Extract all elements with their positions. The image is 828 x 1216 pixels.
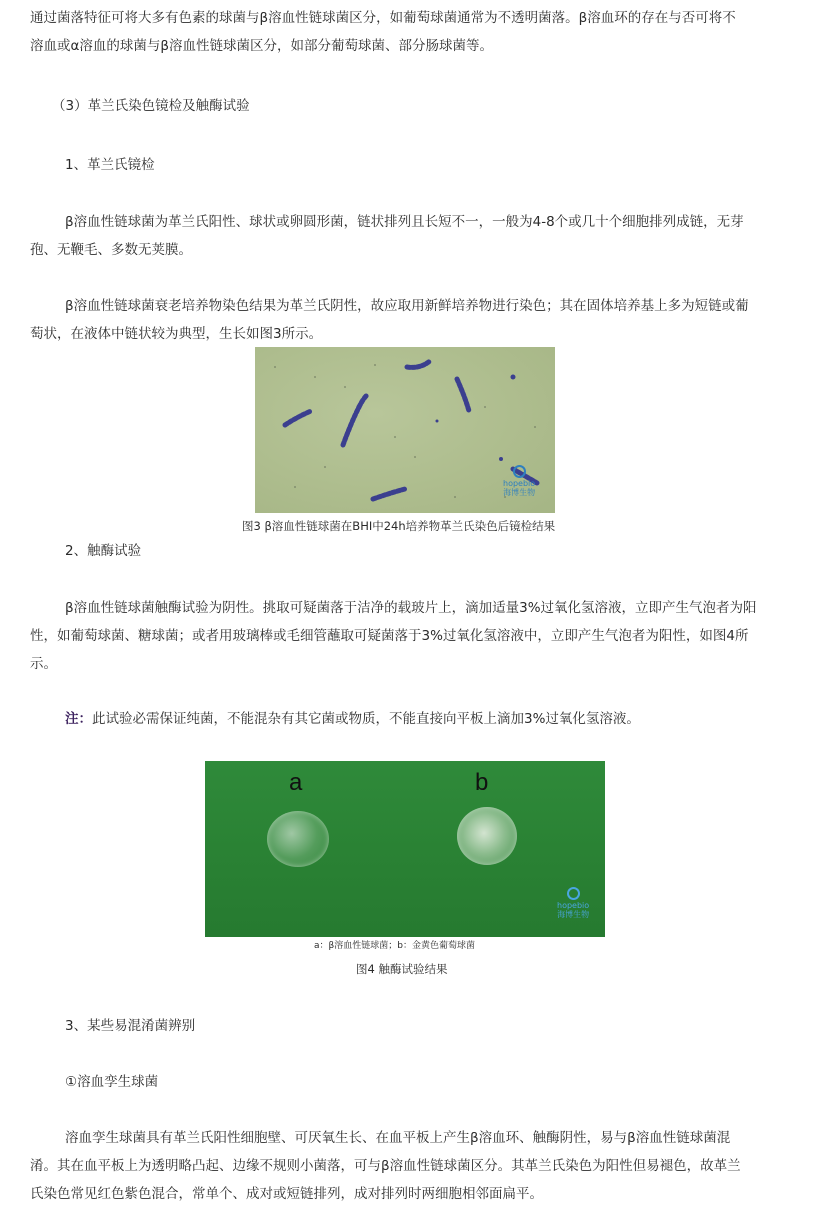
watermark-logo <box>503 465 535 497</box>
paragraph-gram-line2: 孢、无鞭毛、多数无荚膜。 <box>30 242 192 258</box>
figure4-catalase-image <box>205 761 605 937</box>
paragraph-aging-line2: 萄状，在液体中链状较为典型，生长如图3所示。 <box>30 326 323 342</box>
paragraph-gemella-line3: 氏染色常见红色紫色混合，常单个、成对或短链排列，成对排列时两细胞相邻面扁平。 <box>30 1186 543 1202</box>
plate-label-b: b <box>475 769 489 796</box>
watermark-subtext: 海博生物 <box>503 488 536 497</box>
paragraph-catalase-line2: 性，如葡萄球菌、糖球菌；或者用玻璃棒或毛细管蘸取可疑菌落于3%过氧化氢溶液中，立即产生气泡者为阳性，如图4所 <box>30 628 749 644</box>
subheading-gram-stain: 1、革兰氏镜检 <box>65 157 155 173</box>
watermark-subtext-2: 海博生物 <box>557 910 590 919</box>
droplet-a <box>267 811 329 867</box>
watermark-text-2: hopebio <box>557 901 590 910</box>
note-line <box>65 709 640 729</box>
paragraph-gemella-line2: 淆。其在血平板上为透明略凸起、边缘不规则小菌落，可与β溶血性链球菌区分。其革兰氏染色为阳性但易褪色，故革兰 <box>30 1158 741 1174</box>
paragraph-colony-line2: 溶血或α溶血的球菌与β溶血性链球菌区分，如部分葡萄球菌、部分肠球菌等。 <box>30 38 494 54</box>
droplet-b <box>457 807 517 865</box>
paragraph-aging-line1: β溶血性链球菌衰老培养物染色结果为革兰氏阴性，故应取用新鲜培养物进行染色；其在固体培养基上多为短链或葡 <box>65 298 749 314</box>
figure3-caption: 图3 β溶血性链球菌在BHI中24h培养物革兰氏染色后镜检结果 <box>242 519 556 533</box>
note-label: 注： <box>65 711 92 727</box>
section-heading-gram-catalase: （3）革兰氏染色镜检及触酶试验 <box>52 98 250 114</box>
paragraph-colony-line1: 通过菌落特征可将大多有色素的球菌与β溶血性链球菌区分，如葡萄球菌通常为不透明菌落。β溶血环的存在与否可将不 <box>30 10 736 26</box>
paragraph-catalase-line1: β溶血性链球菌触酶试验为阴性。挑取可疑菌落于洁净的载玻片上，滴加适量3%过氧化氢溶液，立即产生气泡者为阳 <box>65 600 757 616</box>
paragraph-catalase-line3: 示。 <box>30 656 57 672</box>
figure4-caption: 图4 触酶试验结果 <box>356 962 448 976</box>
logo-ring-icon <box>513 465 526 478</box>
watermark-logo-2 <box>557 887 589 919</box>
logo-ring-icon-2 <box>567 887 580 900</box>
plate-label-a: a <box>289 769 303 796</box>
subheading-confusable: 3、某些易混淆菌辨别 <box>65 1018 196 1034</box>
paragraph-gemella-line1: 溶血孪生球菌具有革兰氏阳性细胞壁、可厌氧生长、在血平板上产生β溶血环、触酶阴性，易与β溶血性链球菌混 <box>65 1130 731 1146</box>
subheading-gemella: ①溶血孪生球菌 <box>65 1074 159 1090</box>
figure4-legend: a：β溶血性链球菌；b：金黄色葡萄球菌 <box>314 941 475 951</box>
paragraph-gram-line1: β溶血性链球菌为革兰氏阳性、球状或卵圆形菌，链状排列且长短不一，一般为4-8个或几十个细胞排列成链，无芽 <box>65 214 744 230</box>
note-text: 此试验必需保证纯菌，不能混杂有其它菌或物质，不能直接向平板上滴加3%过氧化氢溶液。 <box>92 711 640 727</box>
figure3-microscope-image <box>255 347 555 513</box>
subheading-catalase-test: 2、触酶试验 <box>65 543 142 559</box>
watermark-text: hopebio <box>503 479 536 488</box>
